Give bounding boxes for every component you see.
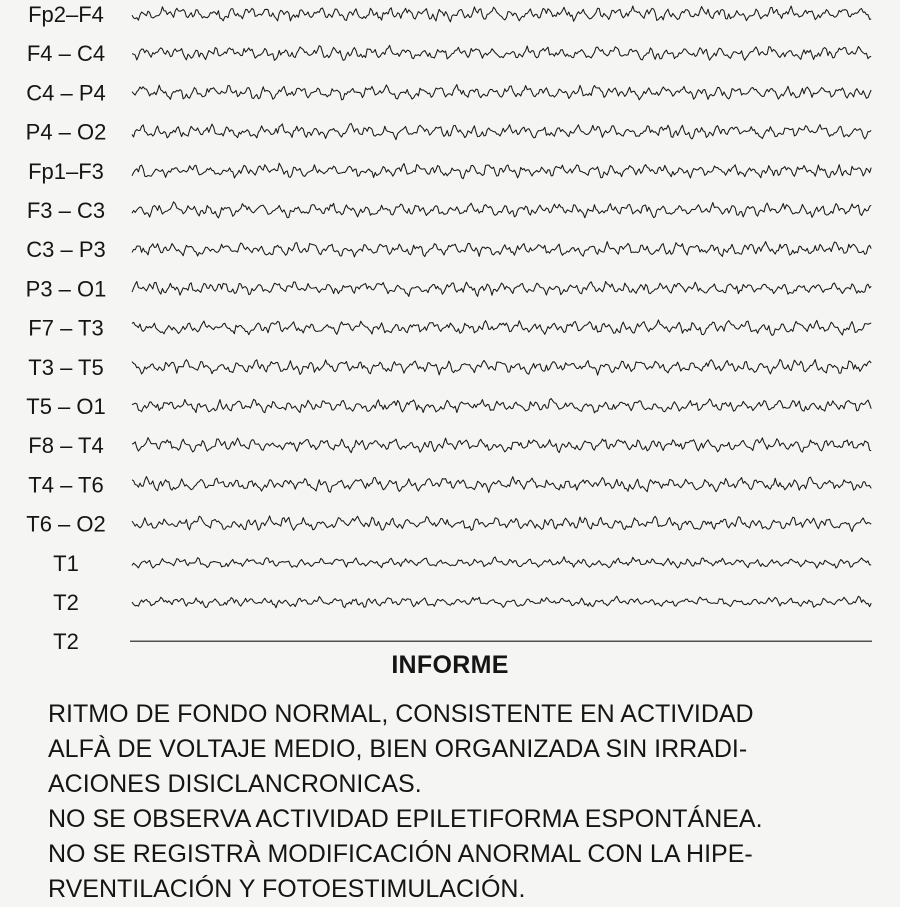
- eeg-trace: [132, 202, 871, 218]
- eeg-trace: [132, 438, 871, 453]
- channel-label: F3 – C3: [26, 198, 106, 223]
- eeg-trace: [132, 516, 871, 532]
- report-line: ACIONES DISICLANCRONICAS.: [48, 770, 422, 798]
- channel-label: F8 – T4: [28, 433, 104, 459]
- channel-label: P4 – O2: [25, 119, 107, 145]
- report-title: INFORME: [391, 651, 509, 679]
- channel-label: T6 – O2: [26, 511, 106, 537]
- channel-label: Fp1–F3: [28, 158, 104, 184]
- channel-label: F4 – C4: [26, 41, 106, 67]
- eeg-trace: [132, 6, 871, 22]
- channel-label: P3 – O1: [25, 276, 107, 302]
- report-line: RVENTILACIÓN Y FOTOESTIMULACIÓN.: [48, 875, 526, 903]
- eeg-trace: [132, 163, 871, 179]
- eeg-trace: [132, 45, 871, 60]
- report-body: [48, 697, 860, 907]
- eeg-trace: [132, 557, 871, 568]
- eeg-trace: [132, 123, 871, 139]
- channel-label: T1: [53, 550, 79, 576]
- channel-label: T4 – T6: [28, 472, 104, 498]
- eeg-trace: [132, 242, 871, 257]
- channel-label: F7 – T3: [28, 315, 104, 341]
- eeg-trace: [132, 399, 871, 413]
- eeg-trace: [132, 359, 871, 375]
- eeg-trace: [132, 320, 871, 335]
- report-line: ALFÀ DE VOLTAJE MEDIO, BIEN ORGANIZADA SIN IRRADI-: [48, 735, 748, 763]
- channel-label: C4 – P4: [26, 80, 106, 106]
- report-line: RITMO DE FONDO NORMAL, CONSISTENTE EN ACTIVIDAD: [48, 700, 754, 728]
- eeg-trace: [132, 281, 871, 296]
- eeg-trace: [132, 477, 871, 493]
- report-line: NO SE REGISTRÀ MODIFICACIÓN ANORMAL CON LA HIPE-: [48, 840, 753, 868]
- channel-label: T2: [53, 629, 79, 655]
- channel-label: T3 – T5: [28, 354, 104, 380]
- eeg-trace: [132, 85, 871, 100]
- eeg-trace: [132, 596, 871, 608]
- channel-label: C3 – P3: [26, 237, 106, 263]
- report-line: NO SE OBSERVA ACTIVIDAD EPILETIFORMA ESPONTÁNEA.: [48, 805, 763, 833]
- channel-label: Fp2–F4: [28, 2, 104, 27]
- channel-label: T5 – O1: [26, 394, 106, 419]
- channel-label: T2: [53, 590, 79, 615]
